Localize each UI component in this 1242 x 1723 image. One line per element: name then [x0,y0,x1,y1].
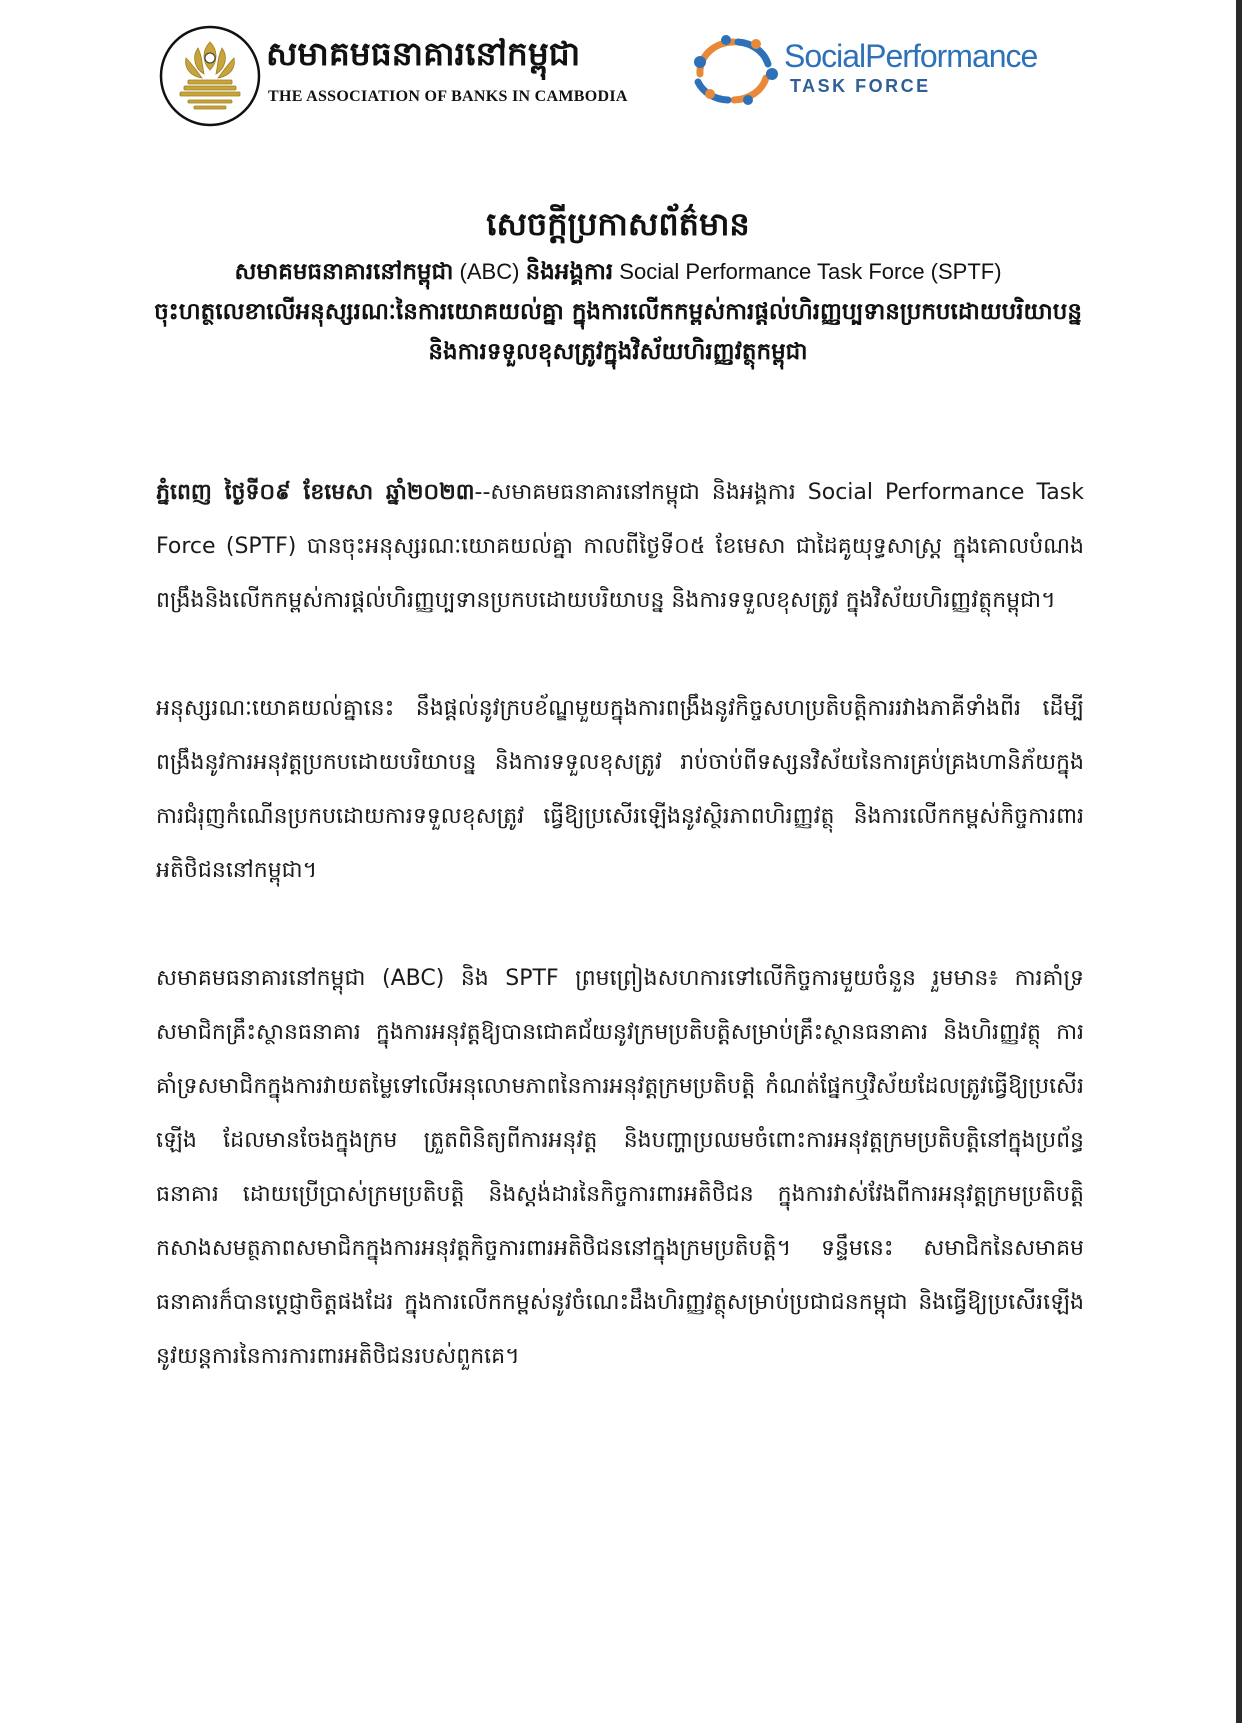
paragraph-3: សមាគមធនាគារនៅកម្ពុជា (ABC) និង SPTF ព្រមព្រៀងសហការទៅលើកិច្ចការមួយចំនួន រួមមាន៖ ការគាំទ្រសមាជិកគ្រឹះស្ថានធនាគារ ក្នុងការអនុវត្តឱ្យបានជោគជ័យនូវក្រមប្រតិបត្តិសម្រាប់គ្រឹះស្ថានធនាគារ និងហិរញ្ញវត្ថុ ការគាំទ្រសមាជិកក្នុងការវាយតម្លៃទៅលើអនុលោមភាពនៃការអនុវត្តក្រមប្រតិបត្តិ កំណត់ផ្នែកឬវិស័យដែលត្រូវធ្វើឱ្យប្រសើរឡើង ដែលមានចែងក្នុងក្រម ត្រួតពិនិត្យពីការអនុវត្ត និងបញ្ហាប្រឈមចំពោះការអនុវត្តក្រមប្រតិបត្តិនៅក្នុងប្រព័ន្ធធនាគារ ដោយប្រើប្រាស់ក្រមប្រតិបត្តិ និងស្តង់ដារនៃកិច្ចការពារអតិថិជន ក្នុងការវាស់វែងពីការអនុវត្តក្រមប្រតិបត្តិ កសាងសមត្ថភាពសមាជិកក្នុងការអនុវត្តកិច្ចការពារអតិថិជននៅក្នុងក្រមប្រតិបត្តិ។ ទន្ទឹមនេះ សមាជិកនៃសមាគមធនាគារក៏បានប្តេជ្ញាចិត្តផងដែរ ក្នុងការលើកកម្ពស់នូវចំណេះដឹងហិរញ្ញវត្ថុសម្រាប់ប្រជាជនកម្ពុជា និងធ្វើឱ្យប្រសើរឡើងនូវយន្តការនៃការការពារអតិថិជនរបស់ពួកគេ។ [156,966,1084,1369]
paragraph-1-text: --សមាគមធនាគារនៅកម្ពុជា និងអង្គការ Social Performance Task Force (SPTF) បានចុះអនុស្សរណៈយោគយល់គ្នា កាលពីថ្ងៃទី០៥ ខែមេសា ជាដៃគូយុទ្ធសាស្ត្រ ក្នុងគោលបំណងពង្រឹងនិងលើកកម្ពស់ការផ្តល់ហិរញ្ញប្បទានប្រកបដោយបរិយាបន្ន និងការទទួលខុសត្រូវ ក្នុងវិស័យហិរញ្ញវត្ថុកម្ពុជា។ [156,480,1084,613]
dateline: ភ្នំពេញ ថ្ងៃទី០៩ ខែមេសា ឆ្នាំ២០២៣ [156,480,475,505]
press-release-title-block [150,196,1086,372]
paragraph-1 [156,466,1084,628]
title-abc-en: (ABC) [453,259,526,284]
abc-name-english: THE ASSOCIATION OF BANKS IN CAMBODIA [268,88,628,105]
abc-lotus-emblem-icon [158,24,262,128]
title-sptf-en: Social Performance Task Force (SPTF) [613,259,1002,284]
sptf-name [784,38,1044,74]
press-release-body [156,466,1084,1438]
sptf-people-circle-icon [686,34,782,106]
title-line-subject: ចុះហត្ថលេខាលើអនុស្សរណៈនៃការយោគយល់គ្នា ក្នុងការលើកកម្ពស់ការផ្តល់ហិរញ្ញប្បទានប្រកបដោយបរិយាបន្ន និងការទទួលខុសត្រូវក្នុងវិស័យហិរញ្ញវត្ថុកម្ពុជា [154,299,1082,365]
sptf-word-performance: Performance [865,38,1038,74]
abc-name-khmer: សមាគមធនាគារនៅកម្ពុជា [266,34,581,73]
title-line-parties [150,252,1086,292]
letterhead [0,18,1236,128]
sptf-word-social: Social [784,38,866,74]
sptf-task-force: TASK FORCE [790,76,931,96]
title-and-org: និងអង្គការ [525,259,614,285]
press-release-heading: សេចក្តីប្រកាសព័ត៌មាន [486,205,750,243]
paragraph-2: អនុស្សរណៈយោគយល់គ្នានេះ នឹងផ្តល់នូវក្របខ័ណ្ឌមួយក្នុងការពង្រឹងនូវកិច្ចសហប្រតិបត្តិការរវាងភាគីទាំងពីរ ដើម្បីពង្រឹងនូវការអនុវត្តប្រកបដោយបរិយាបន្ន និងការទទួលខុសត្រូវ រាប់ចាប់ពីទស្សនវិស័យនៃការគ្រប់គ្រងហានិភ័យក្នុងការជំរុញកំណើនប្រកបដោយការទទួលខុសត្រូវ ធ្វើឱ្យប្រសើរឡើងនូវស្ថិរភាពហិរញ្ញវត្ថុ និងការលើកកម្ពស់កិច្ចការពារអតិថិជននៅកម្ពុជា។ [156,696,1084,883]
title-abc-kh: សមាគមធនាគារនៅកម្ពុជា [234,259,454,285]
